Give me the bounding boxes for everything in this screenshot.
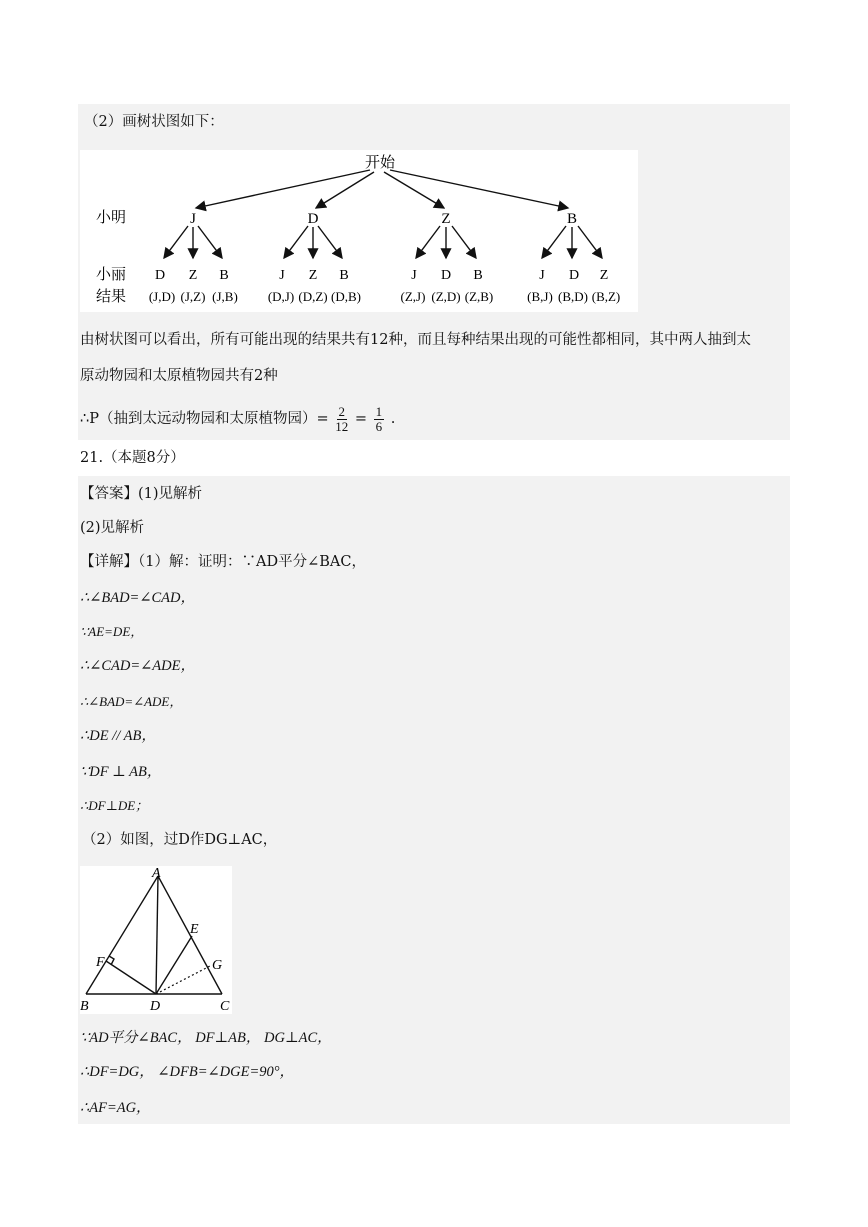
tree-l2-node: D: [440, 268, 452, 283]
proof-step: ∴DE // AB，: [80, 728, 156, 744]
tree-l1-node: Z: [441, 211, 451, 227]
detail-line: 【详解】（1）解：证明：∵AD平分∠BAC，: [80, 554, 366, 570]
tree-l2-node: J: [279, 268, 285, 283]
tree-result: (D,Z): [298, 289, 328, 304]
paragraph-line: 由树状图可以看出，所有可能出现的结果共有12种，而且每种结果出现的可能性都相同，其中两人抽到太: [80, 332, 751, 348]
answer-label: 【答案】(1)见解析: [80, 486, 203, 502]
tree-result: (B,J): [527, 289, 553, 304]
tree-result: (J,B): [212, 289, 238, 304]
label-e: E: [190, 922, 199, 937]
fraction-denominator: 12: [335, 418, 349, 434]
tree-result: (D,J): [267, 289, 295, 304]
proof-step: ∴DF⊥DE；: [80, 798, 149, 813]
probability-prefix: ∴P（抽到太远动物园和太原植物园）=: [80, 411, 329, 427]
fraction-numerator: 2: [338, 403, 345, 419]
tree-l2-node: B: [219, 268, 229, 283]
tree-result: (Z,B): [464, 289, 494, 304]
tree-l1-node: D: [307, 211, 319, 227]
fraction-denominator: 6: [375, 418, 383, 434]
proof-step: ∴∠BAD=∠ADE，: [80, 694, 183, 709]
tree-diagram: [80, 150, 638, 312]
tree-l2-node: B: [473, 268, 483, 283]
triangle-figure-svg: [80, 866, 232, 1014]
proof-step: ∴∠BAD=∠CAD，: [80, 590, 195, 606]
period: .: [390, 411, 396, 427]
paragraph-line: 原动物园和太原植物园共有2种: [80, 368, 278, 384]
row-label-xiaoming: 小明: [96, 210, 127, 226]
label-a: A: [152, 866, 161, 881]
proof-step: ∴DF=DG， ∠DFB=∠DGE=90°，: [80, 1064, 295, 1080]
tree-l2-node: D: [154, 268, 166, 283]
tree-result: (B,Z): [591, 289, 621, 304]
label-c: C: [220, 999, 230, 1014]
tree-root: 开始: [364, 155, 396, 171]
tree-result: (J,Z): [180, 289, 206, 304]
row-label-results: 结果: [96, 289, 127, 305]
equals-sign: =: [354, 411, 368, 427]
tree-l2-node: J: [539, 268, 545, 283]
part2-line: （2）如图，过D作DG⊥AC，: [82, 832, 278, 848]
tree-l2-node: J: [411, 268, 417, 283]
probability-line: [80, 402, 395, 436]
tree-l1-node: J: [190, 211, 196, 227]
tree-diagram-svg: [80, 150, 638, 312]
triangle-figure: [80, 866, 232, 1014]
answer-part2: (2)见解析: [80, 520, 145, 536]
tree-result: (Z,J): [400, 289, 426, 304]
label-d: D: [150, 999, 161, 1014]
shaded-block-2: [78, 476, 790, 1124]
fraction-numerator: 1: [375, 403, 383, 419]
tree-result: (Z,D): [431, 289, 461, 304]
fraction-1-6: [374, 405, 385, 434]
row-label-xiaoli: 小丽: [96, 267, 127, 283]
tree-l2-node: Z: [308, 268, 318, 283]
proof-step: ∴∠CAD=∠ADE，: [80, 658, 195, 674]
proof-step: ∴AF=AG，: [80, 1100, 151, 1116]
tree-result: (J,D): [148, 289, 176, 304]
tree-result: (D,B): [331, 289, 361, 304]
proof-step: ∵DF ⊥ AB，: [80, 764, 162, 780]
tree-l2-node: Z: [599, 268, 609, 283]
proof-step: ∵AE=DE，: [80, 624, 144, 639]
tree-result: (B,D): [558, 289, 588, 304]
tree-l2-node: Z: [188, 268, 198, 283]
label-b: B: [80, 999, 89, 1014]
tree-l1-node: B: [566, 211, 578, 227]
label-f: F: [96, 955, 105, 970]
part2-title: （2）画树状图如下：: [84, 114, 224, 130]
question-number: 21.（本题8分）: [80, 450, 185, 466]
label-g: G: [212, 958, 223, 973]
tree-l2-node: B: [339, 268, 349, 283]
tree-l2-node: D: [568, 268, 580, 283]
proof-step: ∵AD平分∠BAC， DF⊥AB， DG⊥AC，: [80, 1030, 332, 1046]
fraction-2-12: [335, 405, 348, 434]
